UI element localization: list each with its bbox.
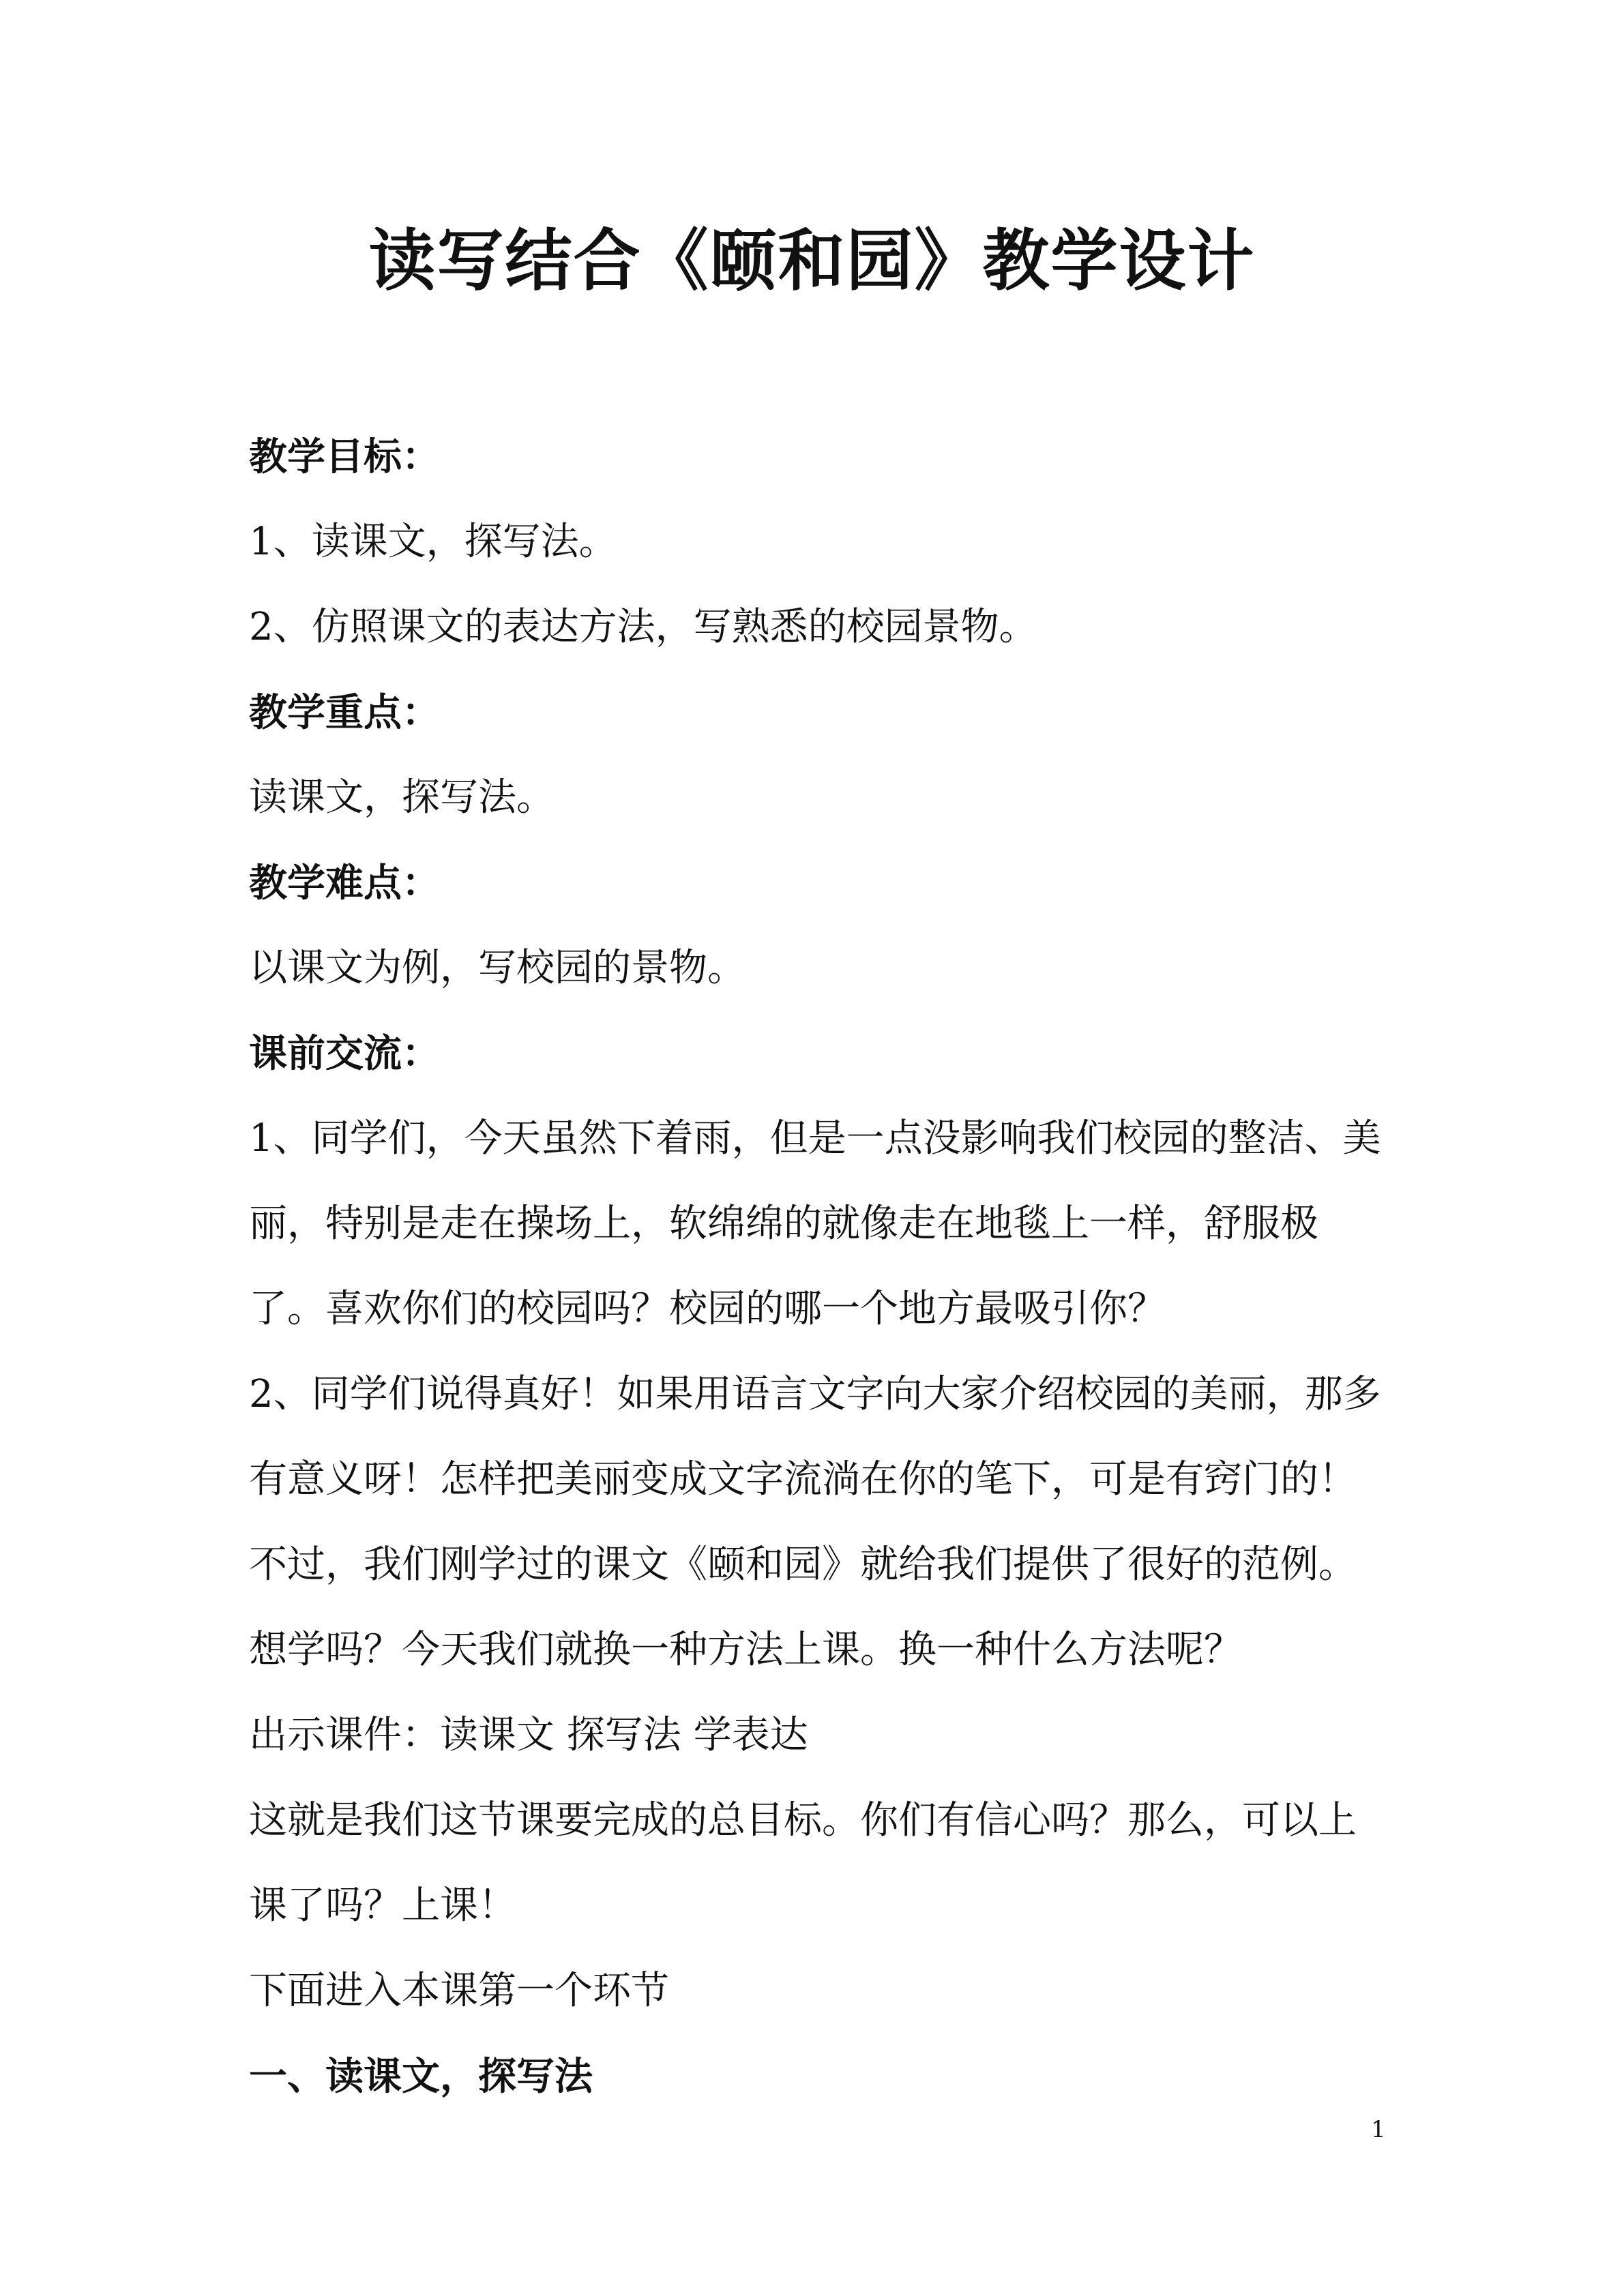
paragraph-line: 丽，特别是走在操场上，软绵绵的就像走在地毯上一样，舒服极 bbox=[249, 1202, 1318, 1246]
paragraph-line: 以课文为例，写校园的景物。 bbox=[249, 946, 745, 990]
paragraph-line: 2、仿照课文的表达方法，写熟悉的校园景物。 bbox=[249, 605, 1037, 649]
paragraph-line: 不过，我们刚学过的课文《颐和园》就给我们提供了很好的范例。 bbox=[249, 1542, 1357, 1587]
paragraph-line: 了。喜欢你们的校园吗？校园的哪一个地方最吸引你？ bbox=[249, 1287, 1166, 1331]
section-heading-1: 一、读课文，探写法 bbox=[249, 2054, 593, 2099]
heading-pre-class-exchange: 课前交流： bbox=[249, 1031, 440, 1076]
paragraph-line: 下面进入本课第一个环节 bbox=[249, 1969, 669, 2013]
heading-teaching-objectives: 教学目标： bbox=[249, 434, 440, 479]
page-number: 1 bbox=[1371, 2116, 1386, 2143]
paragraph-line: 2、同学们说得真好！如果用语言文字向大家介绍校园的美丽，那多 bbox=[249, 1372, 1381, 1416]
paragraph-line: 读课文，探写法。 bbox=[249, 775, 555, 820]
paragraph-line: 有意义呀！怎样把美丽变成文字流淌在你的笔下，可是有窍门的！ bbox=[249, 1457, 1357, 1502]
paragraph-line: 出示课件：读课文 探写法 学表达 bbox=[249, 1713, 808, 1757]
document-title: 读写结合《颐和园》教学设计 bbox=[368, 222, 1256, 300]
paragraph-line: 1、读课文，探写法。 bbox=[249, 520, 617, 564]
paragraph-line: 课了吗？上课！ bbox=[249, 1883, 516, 1928]
heading-teaching-difficulty: 教学难点： bbox=[249, 861, 440, 906]
paragraph-line: 这就是我们这节课要完成的总目标。你们有信心吗？那么，可以上 bbox=[249, 1798, 1357, 1843]
paragraph-line: 1、同学们，今天虽然下着雨，但是一点没影响我们校园的整洁、美 bbox=[249, 1116, 1381, 1161]
heading-teaching-focus: 教学重点： bbox=[249, 690, 440, 735]
paragraph-line: 想学吗？今天我们就换一种方法上课。换一种什么方法呢？ bbox=[249, 1628, 1242, 1672]
